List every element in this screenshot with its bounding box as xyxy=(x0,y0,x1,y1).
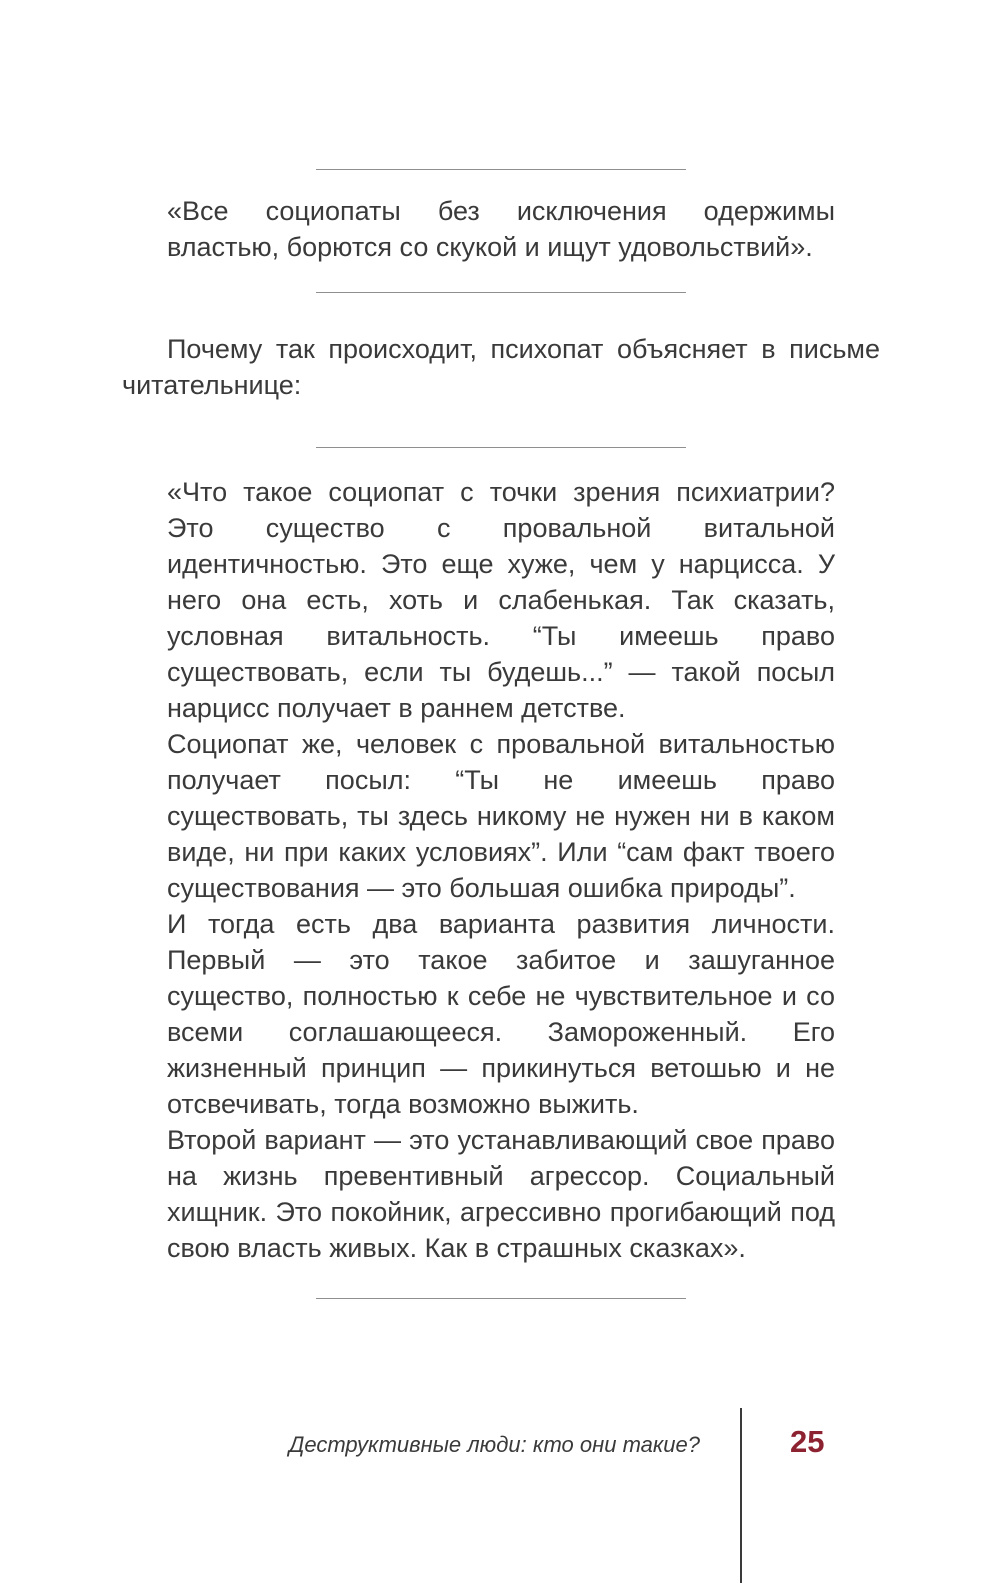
intro-paragraph: Почему так происходит, психопат объясняет в письме читательнице: xyxy=(122,334,880,400)
divider-bottom xyxy=(316,1298,686,1299)
divider-before-letter xyxy=(316,447,686,448)
running-title: Деструктивные люди: кто они такие? xyxy=(288,1432,700,1457)
letter-paragraph: И тогда есть два варианта развития личности. Первый — это такое забитое и зашуганное существо, полностью к себе не чувствительное и со всеми соглашающееся. Замороженный. Его жизненный принцип — прикинуться ветошью и не отсвечивать, тогда возможно выжить. xyxy=(167,909,835,1119)
page-number: 25 xyxy=(790,1424,825,1459)
epigraph-quote xyxy=(122,193,880,265)
letter-paragraph: Социопат же, человек с провальной витальностью получает посыл: “Ты не имеешь право существовать, ты здесь никому не нужен ни в каком виде, ни при каких условиях”. Или “сам факт твоего существования — это большая ошибка природы”. xyxy=(167,729,835,903)
letter-paragraph: «Что такое социопат с точки зрения психиатрии? Это существо с провальной витальной идентичностью. Это еще хуже, чем у нарцисса. У него она есть, хоть и слабенькая. Так сказать, условная витальность. “Ты имеешь право существовать, если ты будешь...” — такой посыл нарцисс получает в раннем детстве. xyxy=(167,477,835,723)
letter-quote xyxy=(122,474,880,1266)
text-column xyxy=(122,0,880,1299)
letter-paragraph: Второй вариант — это устанавливающий свое право на жизнь превентивный агрессор. Социальный хищник. Это покойник, агрессивно прогибающий под свою власть живых. Как в страшных сказках». xyxy=(167,1125,835,1263)
divider-after-epigraph xyxy=(316,292,686,293)
epigraph-text: «Все социопаты без исключения одержимы властью, борются со скукой и ищут удовольствий». xyxy=(167,196,835,262)
page-footer xyxy=(0,1408,1000,1583)
divider-top xyxy=(316,169,686,170)
